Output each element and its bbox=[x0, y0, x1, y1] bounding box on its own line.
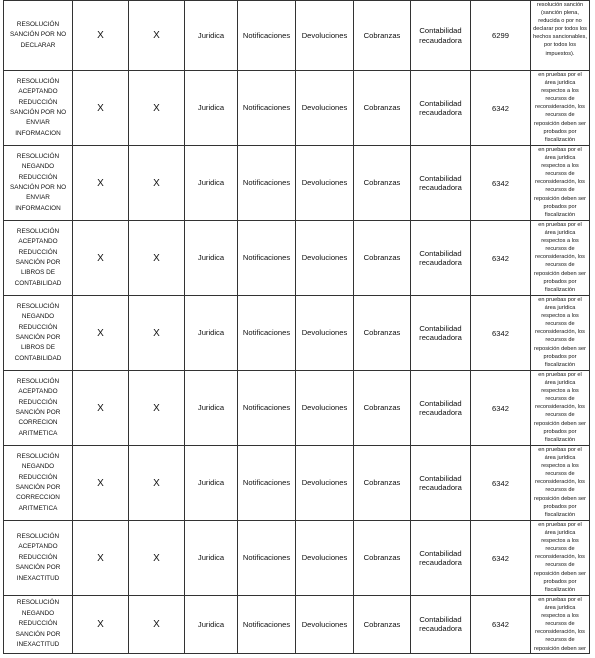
area-devoluciones: Devoluciones bbox=[296, 71, 354, 146]
area-notificaciones: Notificaciones bbox=[238, 296, 296, 371]
account-code: 6342 bbox=[471, 596, 531, 654]
procedure-name: RESOLUCIÓN ACEPTANDO REDUCCIÓN SANCIÓN POR CORRECION ARITMETICA bbox=[4, 371, 73, 446]
table-row bbox=[4, 371, 590, 446]
account-code: 6342 bbox=[471, 71, 531, 146]
area-cobranzas: Cobranzas bbox=[354, 146, 411, 221]
mark-x: X bbox=[129, 1, 185, 71]
mark-x: X bbox=[129, 446, 185, 521]
mark-x: X bbox=[129, 296, 185, 371]
procedure-name: RESOLUCIÓN ACEPTANDO REDUCCIÓN SANCIÓN POR LIBROS DE CONTABILIDAD bbox=[4, 221, 73, 296]
area-contabilidad: Contabilidad recaudadora bbox=[411, 371, 471, 446]
area-devoluciones: Devoluciones bbox=[296, 296, 354, 371]
area-contabilidad: Contabilidad recaudadora bbox=[411, 221, 471, 296]
mark-x: X bbox=[129, 221, 185, 296]
mark-x: X bbox=[73, 1, 129, 71]
area-notificaciones: Notificaciones bbox=[238, 521, 296, 596]
area-devoluciones: Devoluciones bbox=[296, 596, 354, 654]
area-cobranzas: Cobranzas bbox=[354, 221, 411, 296]
mark-x: X bbox=[73, 221, 129, 296]
observation-note: en pruebas por el área jurídica respectos a los recursos de reconsideración, los recursos de reposición deben ser probados por fiscalización bbox=[531, 521, 590, 596]
table-body bbox=[4, 1, 590, 654]
area-contabilidad: Contabilidad recaudadora bbox=[411, 296, 471, 371]
table-row bbox=[4, 146, 590, 221]
area-contabilidad: Contabilidad recaudadora bbox=[411, 1, 471, 71]
account-code: 6342 bbox=[471, 521, 531, 596]
mark-x: X bbox=[73, 446, 129, 521]
area-contabilidad: Contabilidad recaudadora bbox=[411, 596, 471, 654]
area-notificaciones: Notificaciones bbox=[238, 596, 296, 654]
mark-x: X bbox=[73, 146, 129, 221]
area-devoluciones: Devoluciones bbox=[296, 1, 354, 71]
table-row bbox=[4, 596, 590, 654]
observation-note: en pruebas por el área jurídica respectos a los recursos de reconsideración, los recursos de reposición deben ser probados por fiscalización bbox=[531, 146, 590, 221]
account-code: 6342 bbox=[471, 446, 531, 521]
area-contabilidad: Contabilidad recaudadora bbox=[411, 146, 471, 221]
area-notificaciones: Notificaciones bbox=[238, 221, 296, 296]
procedure-name: RESOLUCIÓN NEGANDO REDUCCIÓN SANCIÓN POR CORRECCION ARITMETICA bbox=[4, 446, 73, 521]
procedure-name: RESOLUCIÓN NEGANDO REDUCCIÓN SANCIÓN POR NO ENVIAR INFORMACION bbox=[4, 146, 73, 221]
observation-note: en pruebas por el área jurídica respectos a los recursos de reconsideración, los recursos de reposición deben ser probados por fiscalización bbox=[531, 296, 590, 371]
area-devoluciones: Devoluciones bbox=[296, 146, 354, 221]
mark-x: X bbox=[129, 521, 185, 596]
account-code: 6299 bbox=[471, 1, 531, 71]
mark-x: X bbox=[73, 71, 129, 146]
area-cobranzas: Cobranzas bbox=[354, 1, 411, 71]
observation-note: en pruebas por el área jurídica respectos a los recursos de reconsideración, los recursos de reposición deben ser bbox=[531, 596, 590, 654]
mark-x: X bbox=[129, 71, 185, 146]
area-contabilidad: Contabilidad recaudadora bbox=[411, 446, 471, 521]
area-cobranzas: Cobranzas bbox=[354, 296, 411, 371]
area-devoluciones: Devoluciones bbox=[296, 521, 354, 596]
mark-x: X bbox=[129, 371, 185, 446]
observation-note: en pruebas por el área jurídica respectos a los recursos de reconsideración, los recursos de reposición deben ser probados por fiscalización bbox=[531, 371, 590, 446]
observation-note: en pruebas por el área jurídica respectos a los recursos de reconsideración, los recursos de reposición deben ser probados por fiscalización bbox=[531, 71, 590, 146]
table-row bbox=[4, 221, 590, 296]
account-code: 6342 bbox=[471, 371, 531, 446]
area-juridica: Juridica bbox=[185, 146, 238, 221]
procedure-name: RESOLUCIÓN NEGANDO REDUCCIÓN SANCIÓN POR INEXACTITUD bbox=[4, 596, 73, 654]
account-code: 6342 bbox=[471, 296, 531, 371]
area-juridica: Juridica bbox=[185, 446, 238, 521]
mark-x: X bbox=[73, 521, 129, 596]
area-cobranzas: Cobranzas bbox=[354, 596, 411, 654]
mark-x: X bbox=[73, 371, 129, 446]
mark-x: X bbox=[73, 596, 129, 654]
procedure-name: RESOLUCIÓN ACEPTANDO REDUCCIÓN SANCIÓN POR INEXACTITUD bbox=[4, 521, 73, 596]
area-cobranzas: Cobranzas bbox=[354, 446, 411, 521]
area-contabilidad: Contabilidad recaudadora bbox=[411, 71, 471, 146]
mark-x: X bbox=[129, 146, 185, 221]
area-notificaciones: Notificaciones bbox=[238, 446, 296, 521]
area-cobranzas: Cobranzas bbox=[354, 71, 411, 146]
area-notificaciones: Notificaciones bbox=[238, 146, 296, 221]
area-devoluciones: Devoluciones bbox=[296, 446, 354, 521]
area-juridica: Juridica bbox=[185, 221, 238, 296]
procedure-name: RESOLUCIÓN SANCIÓN POR NO DECLARAR bbox=[4, 1, 73, 71]
table-row bbox=[4, 1, 590, 71]
account-code: 6342 bbox=[471, 221, 531, 296]
table-row bbox=[4, 446, 590, 521]
observation-note: resolución sanción (sanción plena, reducida o por no declarar por todos los hechos sancionables, por todos los impuestos). bbox=[531, 1, 590, 71]
account-code: 6342 bbox=[471, 146, 531, 221]
observation-note: en pruebas por el área jurídica respectos a los recursos de reconsideración, los recursos de reposición deben ser probados por fiscalización bbox=[531, 446, 590, 521]
table-row bbox=[4, 71, 590, 146]
procedure-name: RESOLUCIÓN ACEPTANDO REDUCCIÓN SANCIÓN POR NO ENVIAR INFORMACION bbox=[4, 71, 73, 146]
area-juridica: Juridica bbox=[185, 596, 238, 654]
area-notificaciones: Notificaciones bbox=[238, 71, 296, 146]
procedure-name: RESOLUCIÓN NEGANDO REDUCCIÓN SANCIÓN POR LIBROS DE CONTABILIDAD bbox=[4, 296, 73, 371]
table-row bbox=[4, 296, 590, 371]
procedures-table bbox=[3, 0, 590, 654]
area-juridica: Juridica bbox=[185, 521, 238, 596]
area-notificaciones: Notificaciones bbox=[238, 371, 296, 446]
area-juridica: Juridica bbox=[185, 371, 238, 446]
area-devoluciones: Devoluciones bbox=[296, 221, 354, 296]
observation-note: en pruebas por el área jurídica respectos a los recursos de reconsideración, los recursos de reposición deben ser probados por fiscalización bbox=[531, 221, 590, 296]
area-contabilidad: Contabilidad recaudadora bbox=[411, 521, 471, 596]
area-cobranzas: Cobranzas bbox=[354, 371, 411, 446]
area-devoluciones: Devoluciones bbox=[296, 371, 354, 446]
mark-x: X bbox=[129, 596, 185, 654]
document-page bbox=[3, 0, 590, 654]
mark-x: X bbox=[73, 296, 129, 371]
area-juridica: Juridica bbox=[185, 296, 238, 371]
area-cobranzas: Cobranzas bbox=[354, 521, 411, 596]
table-row bbox=[4, 521, 590, 596]
area-notificaciones: Notificaciones bbox=[238, 1, 296, 71]
area-juridica: Juridica bbox=[185, 1, 238, 71]
area-juridica: Juridica bbox=[185, 71, 238, 146]
